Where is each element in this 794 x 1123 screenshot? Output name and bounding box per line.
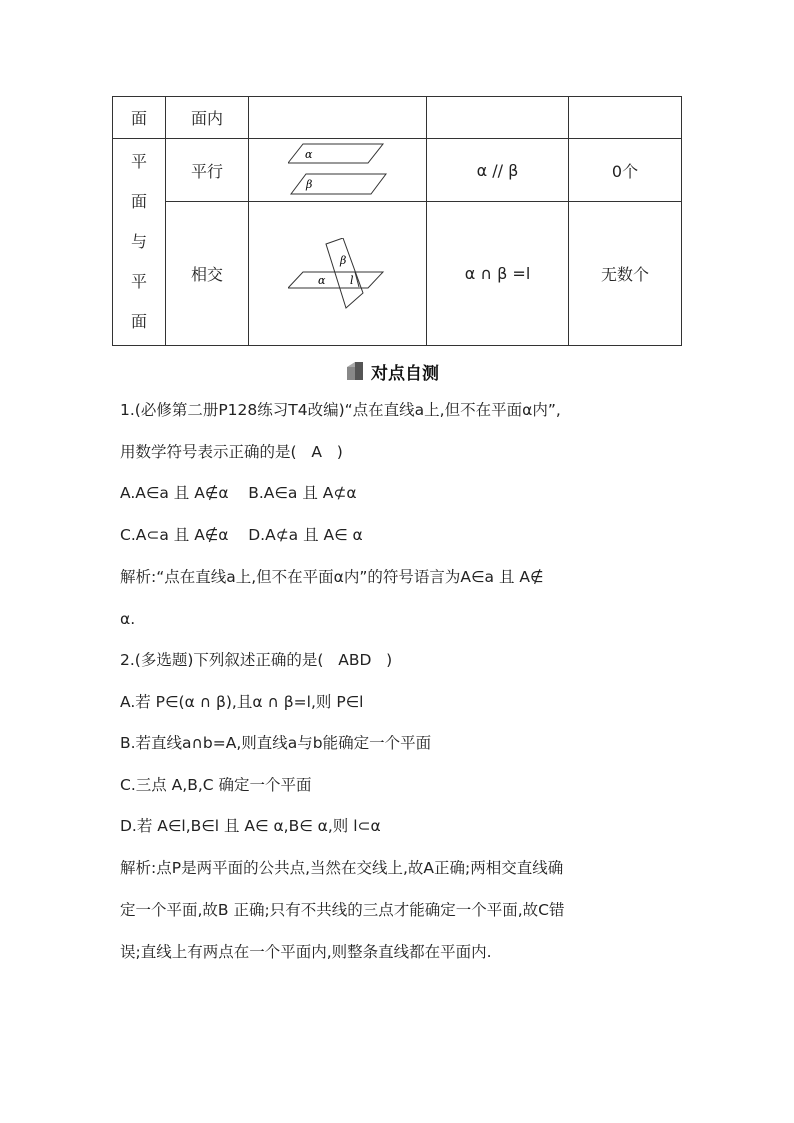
question-2-option-c: C.三点 A,B,C 确定一个平面 [120,776,312,794]
group-label-char: 面 [130,192,147,211]
relation-parallel: 平行 [166,139,249,202]
question-1-analysis-line-1: 解析:“点在直线a上,但不在平面α内”的符号语言为A∈a 且 A∉ [120,568,544,586]
group-label-cell [113,139,166,346]
plane-label-alpha: α [317,273,325,287]
table-row [113,97,682,139]
count-intersect: 无数个 [569,202,682,346]
group-label-char: 面 [130,312,147,331]
intersecting-planes-figure [288,238,388,310]
table-row [113,202,682,346]
section-title-text: 对点自测 [371,363,439,384]
cell-empty [427,97,569,139]
section-title [347,358,439,384]
cell-col2-top: 面内 [166,97,249,139]
section-marker-icon [347,362,365,380]
question-1-stem-line-2: 用数学符号表示正确的是( A ) [120,443,343,461]
parallel-figure-cell [249,139,427,202]
question-2-option-b: B.若直线a∩b=A,则直线a与b能确定一个平面 [120,734,432,752]
cell-empty [249,97,427,139]
question-2-option-a: A.若 P∈(α ∩ β),且α ∩ β=l,则 P∈l [120,693,364,711]
question-2-analysis-line-3: 误;直线上有两点在一个平面内,则整条直线都在平面内. [120,943,492,961]
question-1-analysis-line-2: α. [120,610,136,628]
question-2-analysis-line-1: 解析:点P是两平面的公共点,当然在交线上,故A正确;两相交直线确 [120,859,564,877]
group-label-char: 平 [130,152,147,171]
question-2-stem: 2.(多选题)下列叙述正确的是( ABD ) [120,651,393,669]
cell-empty [569,97,682,139]
count-parallel: 0个 [569,139,682,202]
group-label-char: 平 [130,272,147,291]
plane-label-alpha: α [304,148,312,161]
question-2-analysis-line-2: 定一个平面,故B 正确;只有不共线的三点才能确定一个平面,故C错 [120,901,565,919]
line-label-l: l [349,273,354,287]
parallel-planes-figure [288,143,388,197]
table-row [113,139,682,202]
question-2-option-d: D.若 A∈l,B∈l 且 A∈ α,B∈ α,则 l⊂α [120,817,381,835]
group-label-char: 与 [130,232,147,251]
symbol-parallel: α // β [427,139,569,202]
symbol-intersect: α ∩ β =l [427,202,569,346]
question-1-options-ab: A.A∈a 且 A∉α B.A∈a 且 A⊄α [120,484,357,502]
plane-label-beta: β [339,253,346,267]
relation-intersect: 相交 [166,202,249,346]
cell-col1-top: 面 [113,97,166,139]
intersect-figure-cell [249,202,427,346]
question-1-options-cd: C.A⊂a 且 A∉α D.A⊄a 且 A∈ α [120,526,363,544]
question-1-stem-line-1: 1.(必修第二册P128练习T4改编)“点在直线a上,但不在平面α内”, [120,401,561,419]
plane-label-beta: β [305,178,312,191]
plane-relation-table [112,96,682,346]
